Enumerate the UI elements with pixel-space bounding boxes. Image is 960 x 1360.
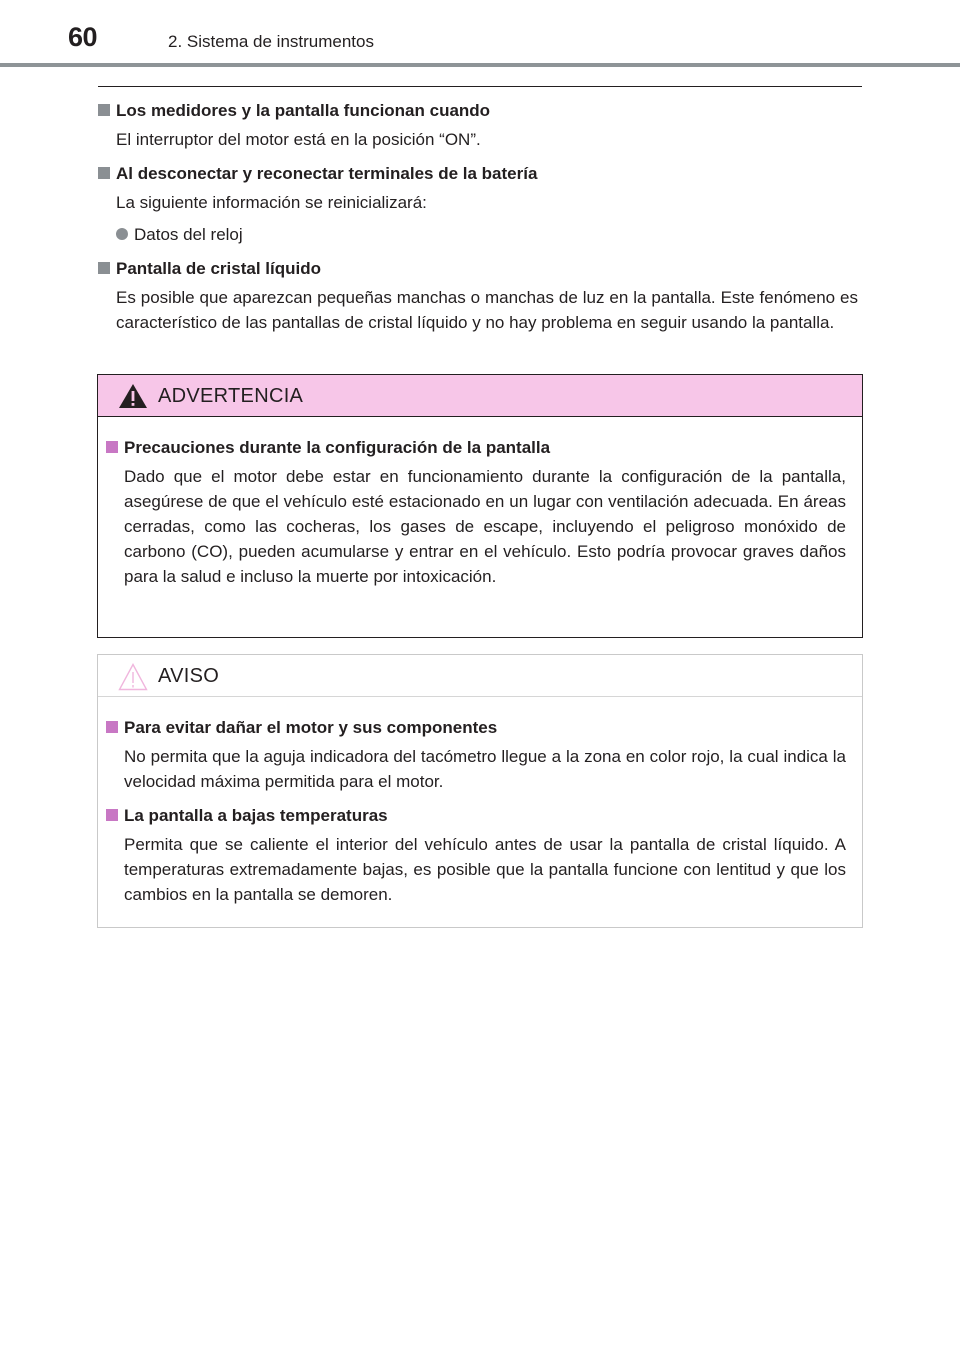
warning-item-text: Dado que el motor debe estar en funcionamiento durante la configuración de la pantalla, asegúrese de que el vehículo esté estacionado en un lugar con ventilación adecuada. En áreas cerradas, como las cocheras, los gases de escape, incluyendo el peligroso monóxido de carbono (CO), pueden acumularse y entrar en el vehículo. Esto podría provocar graves daños para la salud e incluso la muerte por intoxicación. [124,467,846,586]
warning-item-title: Precauciones durante la configuración de la pantalla [106,435,846,460]
notice-header [98,655,862,697]
notice-item-title: La pantalla a bajas temperaturas [106,803,846,828]
warning-box [97,374,863,638]
notice-item-text: No permita que la aguja indicadora del tacómetro llegue a la zona en color rojo, la cual indica la velocidad máxima permitida para el motor. [124,747,846,791]
square-bullet-icon [98,104,110,116]
section-title: Pantalla de cristal líquido [98,256,858,281]
section-text: Es posible que aparezcan pequeñas manchas o manchas de luz en la pantalla. Este fenómeno es característico de las pantallas de cristal líquido y no hay problema en seguir usando la pantalla. [116,288,858,332]
square-bullet-icon [106,809,118,821]
square-bullet-icon [106,721,118,733]
square-bullet-icon [98,167,110,179]
warning-header [98,375,862,417]
chapter-title: 2. Sistema de instrumentos [168,32,374,51]
warning-triangle-icon [118,383,148,409]
section-text: La siguiente información se reinicializará: [116,193,427,212]
main-content [98,98,858,335]
warning-title: ADVERTENCIA [158,385,304,407]
page-header [0,0,960,70]
notice-item-title: Para evitar dañar el motor y sus componentes [106,715,846,740]
notice-body [98,697,862,907]
list-item: Datos del reloj [116,222,858,247]
section-title: Al desconectar y reconectar terminales de la batería [98,161,858,186]
warning-body [98,417,862,589]
square-bullet-icon [106,441,118,453]
notice-title: AVISO [158,665,220,687]
square-bullet-icon [98,262,110,274]
section-divider [98,86,862,87]
section-text: El interruptor del motor está en la posición “ON”. [116,130,481,149]
page-number: 60 [68,22,98,52]
circle-bullet-icon [116,228,128,240]
section-title: Los medidores y la pantalla funcionan cuando [98,98,858,123]
caution-triangle-outline-icon [118,663,148,691]
notice-item-text: Permita que se caliente el interior del vehículo antes de usar la pantalla de cristal líquido. A temperaturas extremadamente bajas, es posible que la pantalla funcione con lentitud y que los cambios en la pantalla se demoren. [124,835,846,904]
notice-box [97,654,863,928]
header-rule [0,63,960,67]
